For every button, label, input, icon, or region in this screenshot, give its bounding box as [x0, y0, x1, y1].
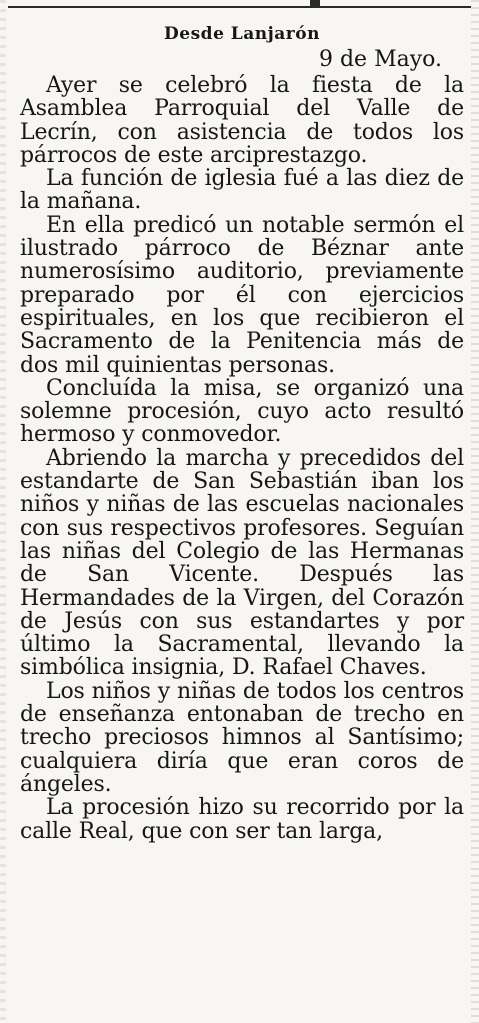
paragraph-2: La función de iglesia fué a las diez de la mañana.	[20, 166, 464, 215]
paragraph-6: Los niños y niñas de todos los centros de enseñanza entonaban de trecho en trecho preciosos himnos al Santísimo; cualquiera diría que eran coros de ángeles.	[20, 678, 464, 797]
paragraph-1: Ayer se celebró la fiesta de la Asamblea Parroquial del Valle de Lecrín, con asistencia de todos los párrocos de este arciprestazgo.	[20, 73, 464, 168]
scan-edge-left	[0, 0, 6, 1023]
scan-edge-right	[471, 0, 479, 1023]
top-rule	[8, 6, 471, 8]
paragraph-7: La procesión hizo su recorrido por la calle Real, que con ser tan larga,	[20, 795, 464, 844]
paragraph-4: Concluída la misa, se organizó una solemne procesión, cuyo acto resultó hermoso y conmovedor.	[20, 375, 464, 448]
article-column	[20, 22, 464, 843]
paragraph-5: Abriendo la marcha y precedidos del estandarte de San Sebastián iban los niños y niñas de las escuelas nacionales con sus respectivos profesores. Seguían las niñas del Colegio de las Hermanas de San Vicente. Después las Hermandades de la Virgen, del Corazón de Jesús con sus estandartes y por último la Sacramental, llevando la simbólica insignia, D. Rafael Chaves.	[20, 445, 464, 681]
paragraph-3: En ella predicó un notable sermón el ilustrado párroco de Béznar ante numerosísimo auditorio, previamente preparado por él con ejercicios espirituales, en los que recibieron el Sacramento de la Penitencia más de dos mil quinientas personas.	[20, 212, 464, 378]
article-date: 9 de Mayo.	[318, 47, 442, 72]
top-rule-mark	[310, 0, 320, 8]
article-title: Desde Lanjarón	[164, 24, 320, 44]
